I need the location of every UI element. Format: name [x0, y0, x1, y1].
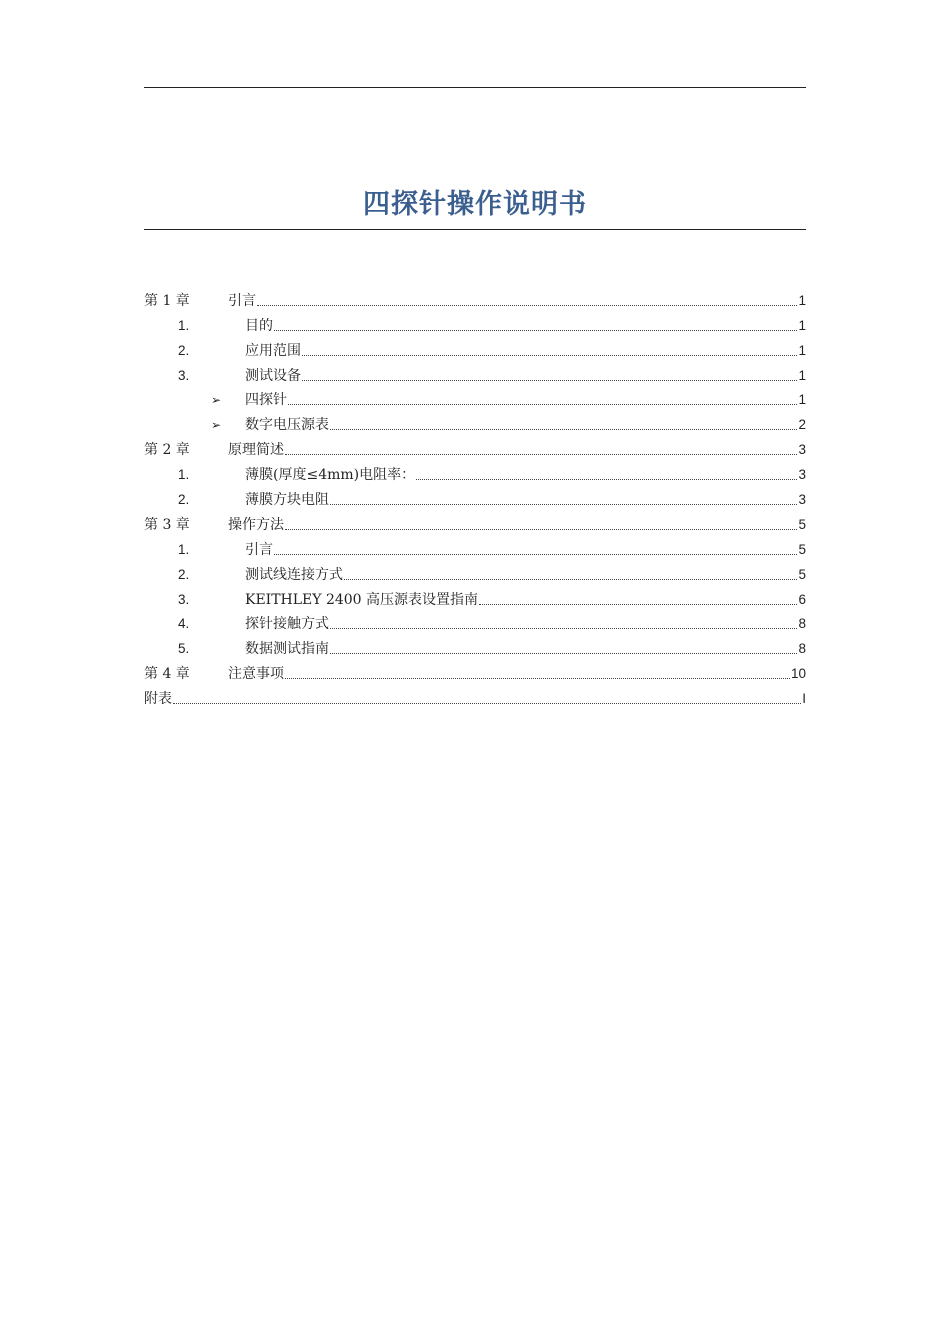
toc-entry-page: 1 — [798, 317, 806, 333]
toc-dot-leader — [257, 304, 797, 306]
toc-entry-section[interactable] — [144, 585, 806, 610]
toc-entry-label: 探针接触方式 — [245, 616, 329, 633]
toc-entry-label: 测试设备 — [245, 367, 301, 384]
toc-entry-label: KEITHLEY 2400 高压源表设置指南 — [245, 591, 479, 608]
toc-entry-page: 5 — [798, 541, 806, 557]
toc-entry-page: 1 — [798, 292, 806, 308]
toc-entry-page: 5 — [798, 566, 806, 582]
toc-entry-page: I — [802, 691, 806, 707]
toc-entry-page: 5 — [798, 516, 806, 532]
toc-entry-section[interactable] — [144, 311, 806, 336]
toc-entry-page: 8 — [798, 616, 806, 632]
header-rule — [144, 87, 806, 88]
toc-entry-chapter-3[interactable] — [144, 510, 806, 535]
toc-entry-chapter-1[interactable] — [144, 286, 806, 311]
toc-dot-leader — [274, 329, 797, 331]
toc-dot-leader — [330, 503, 797, 505]
toc-entry-label: 薄膜(厚度≤4mm)电阻率： — [245, 467, 416, 484]
toc-entry-number: 第 1 章 — [144, 292, 190, 309]
toc-entry-section[interactable] — [144, 336, 806, 361]
toc-dot-leader — [330, 428, 797, 430]
toc-entry-label: 操作方法 — [228, 516, 284, 533]
toc-dot-leader — [288, 403, 797, 405]
toc-entry-section[interactable] — [144, 634, 806, 659]
toc-entry-page: 3 — [798, 467, 806, 483]
toc-entry-bullet[interactable] — [144, 386, 806, 411]
toc-entry-label: 引言 — [245, 541, 273, 558]
toc-entry-page: 2 — [798, 417, 806, 433]
toc-entry-number: 1. — [178, 467, 190, 483]
toc-entry-bullet[interactable] — [144, 410, 806, 435]
toc-entry-page: 6 — [798, 591, 806, 607]
toc-entry-number: 2. — [178, 492, 190, 508]
toc-dot-leader — [330, 652, 797, 654]
toc-entry-label: 原理简述 — [228, 442, 284, 459]
toc-entry-page: 1 — [798, 392, 806, 408]
toc-dot-leader — [416, 478, 797, 480]
toc-dot-leader — [330, 627, 797, 629]
toc-entry-section[interactable] — [144, 560, 806, 585]
toc-entry-page: 3 — [798, 492, 806, 508]
toc-entry-label: 四探针 — [245, 392, 287, 409]
toc-entry-number: 5. — [178, 641, 190, 657]
toc-entry-page: 1 — [798, 367, 806, 383]
toc-dot-leader — [302, 354, 797, 356]
toc-entry-appendix[interactable] — [144, 684, 806, 709]
table-of-contents — [144, 286, 806, 709]
toc-entry-label: 引言 — [228, 292, 256, 309]
toc-entry-chapter-4[interactable] — [144, 659, 806, 684]
toc-entry-page: 8 — [798, 641, 806, 657]
toc-entry-number: 4. — [178, 616, 190, 632]
toc-dot-leader — [344, 578, 797, 580]
toc-entry-number: 2. — [178, 342, 190, 358]
toc-entry-number: 第 2 章 — [144, 442, 190, 459]
toc-entry-section[interactable] — [144, 610, 806, 635]
toc-entry-number: 1. — [178, 317, 190, 333]
toc-entry-page: 3 — [798, 442, 806, 458]
toc-dot-leader — [479, 603, 797, 605]
toc-entry-section[interactable] — [144, 535, 806, 560]
toc-dot-leader — [302, 379, 797, 381]
toc-dot-leader — [274, 553, 797, 555]
toc-entry-label: 测试线连接方式 — [245, 566, 343, 583]
document-title: 四探针操作说明书 — [363, 189, 587, 220]
toc-entry-number: 2. — [178, 566, 190, 582]
toc-dot-leader — [285, 677, 790, 679]
toc-entry-label: 附表 — [144, 691, 172, 708]
toc-entry-number: 3. — [178, 367, 190, 383]
toc-entry-number: 3. — [178, 591, 190, 607]
toc-entry-label: 应用范围 — [245, 342, 301, 359]
toc-dot-leader — [285, 453, 797, 455]
toc-dot-leader — [285, 528, 797, 530]
toc-entry-section[interactable] — [144, 485, 806, 510]
toc-entry-number: 第 4 章 — [144, 666, 190, 683]
toc-entry-section[interactable] — [144, 361, 806, 386]
toc-entry-label: 数字电压源表 — [245, 417, 329, 434]
title-rule — [144, 229, 806, 230]
toc-entry-chapter-2[interactable] — [144, 435, 806, 460]
toc-entry-label: 数据测试指南 — [245, 641, 329, 658]
toc-dot-leader — [173, 702, 801, 704]
toc-entry-page: 1 — [798, 342, 806, 358]
arrow-bullet-icon: ➢ — [211, 418, 222, 433]
toc-entry-page: 10 — [790, 666, 806, 682]
toc-entry-number: 1. — [178, 541, 190, 557]
toc-entry-section[interactable] — [144, 460, 806, 485]
toc-entry-label: 目的 — [245, 317, 273, 334]
arrow-bullet-icon: ➢ — [211, 393, 222, 408]
toc-entry-number: 第 3 章 — [144, 516, 190, 533]
toc-entry-label: 注意事项 — [228, 666, 284, 683]
toc-entry-label: 薄膜方块电阻 — [245, 492, 329, 509]
